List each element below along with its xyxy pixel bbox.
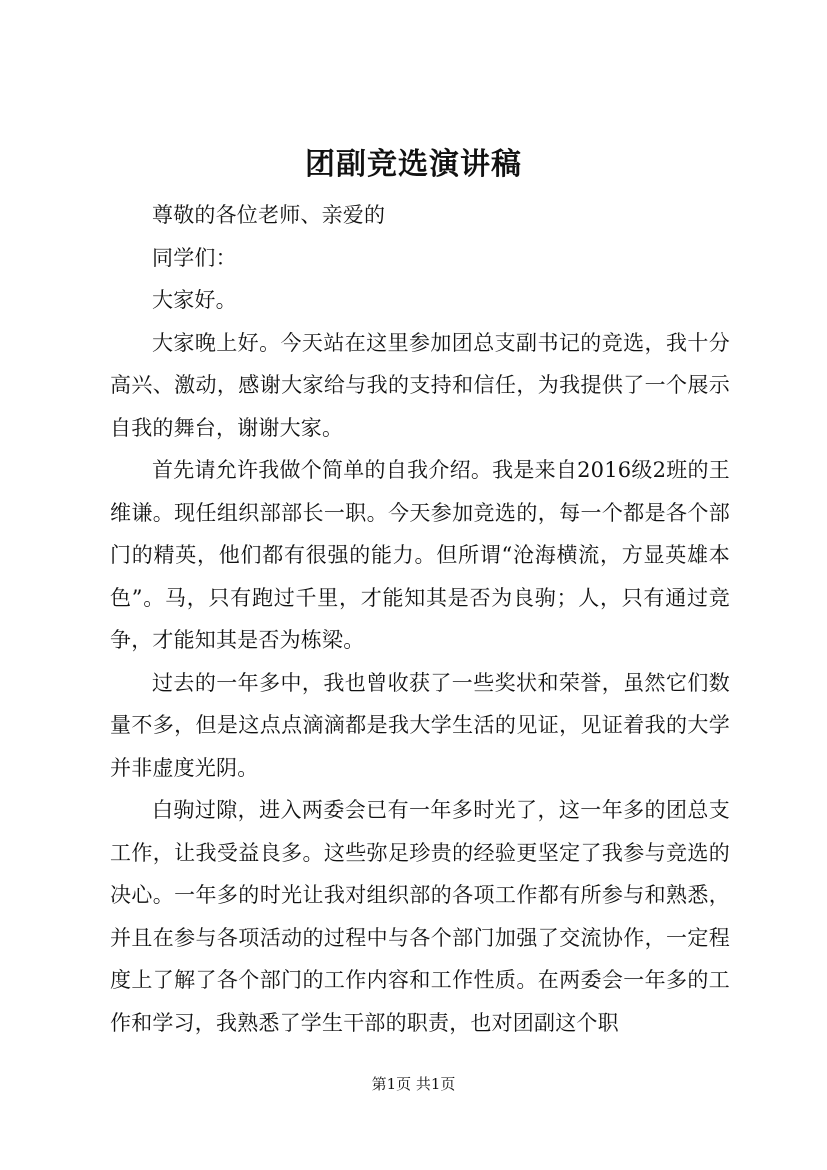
salutation-line-2: 同学们：: [152, 245, 237, 270]
salutation-line-1: 尊敬的各位老师、亲爱的: [152, 203, 386, 227]
paragraph-experience: 白驹过隙，进入两委会已有一年多时光了，这一年多的团总支工作，让我受益良多。这些弥足珍贵的经验更坚定了我参与竞选的决心。一年多的时光让我对组织部的各项工作都有所参与和熟悉，并且在参与各项活动的过程中与各个部门加强了交流协作，一定程度上了解了各个部门的工作内容和工作性质。在两委会一年多的工作和学习，我熟悉了学生干部的职责，也对团副这个职: [110, 798, 730, 1035]
paragraph-opening: 大家晚上好。今天站在这里参加团总支副书记的竞选，我十分高兴、激动，感谢大家给与我的支持和信任，为我提供了一个展示自我的舞台，谢谢大家。: [110, 330, 730, 440]
page-number-footer: 第1页 共1页: [371, 1075, 456, 1093]
document-body: [110, 194, 730, 1044]
page-title: 团副竞选演讲稿: [305, 147, 522, 182]
paragraph-introduction: 首先请允许我做个简单的自我介绍。我是来自2016级2班的王维谦。现任组织部部长一职。今天参加竞选的，每一个都是各个部门的精英，他们都有很强的能力。但所谓“沧海横流，方显英雄本色”。马，只有跑过千里，才能知其是否为良驹；人，只有通过竞争，才能知其是否为栋梁。: [110, 458, 730, 652]
paragraph-achievements: 过去的一年多中，我也曾收获了一些奖状和荣誉，虽然它们数量不多，但是这点点滴滴都是我大学生活的见证，见证着我的大学并非虚度光阴。: [110, 670, 730, 780]
greeting: 大家好。: [152, 288, 237, 312]
